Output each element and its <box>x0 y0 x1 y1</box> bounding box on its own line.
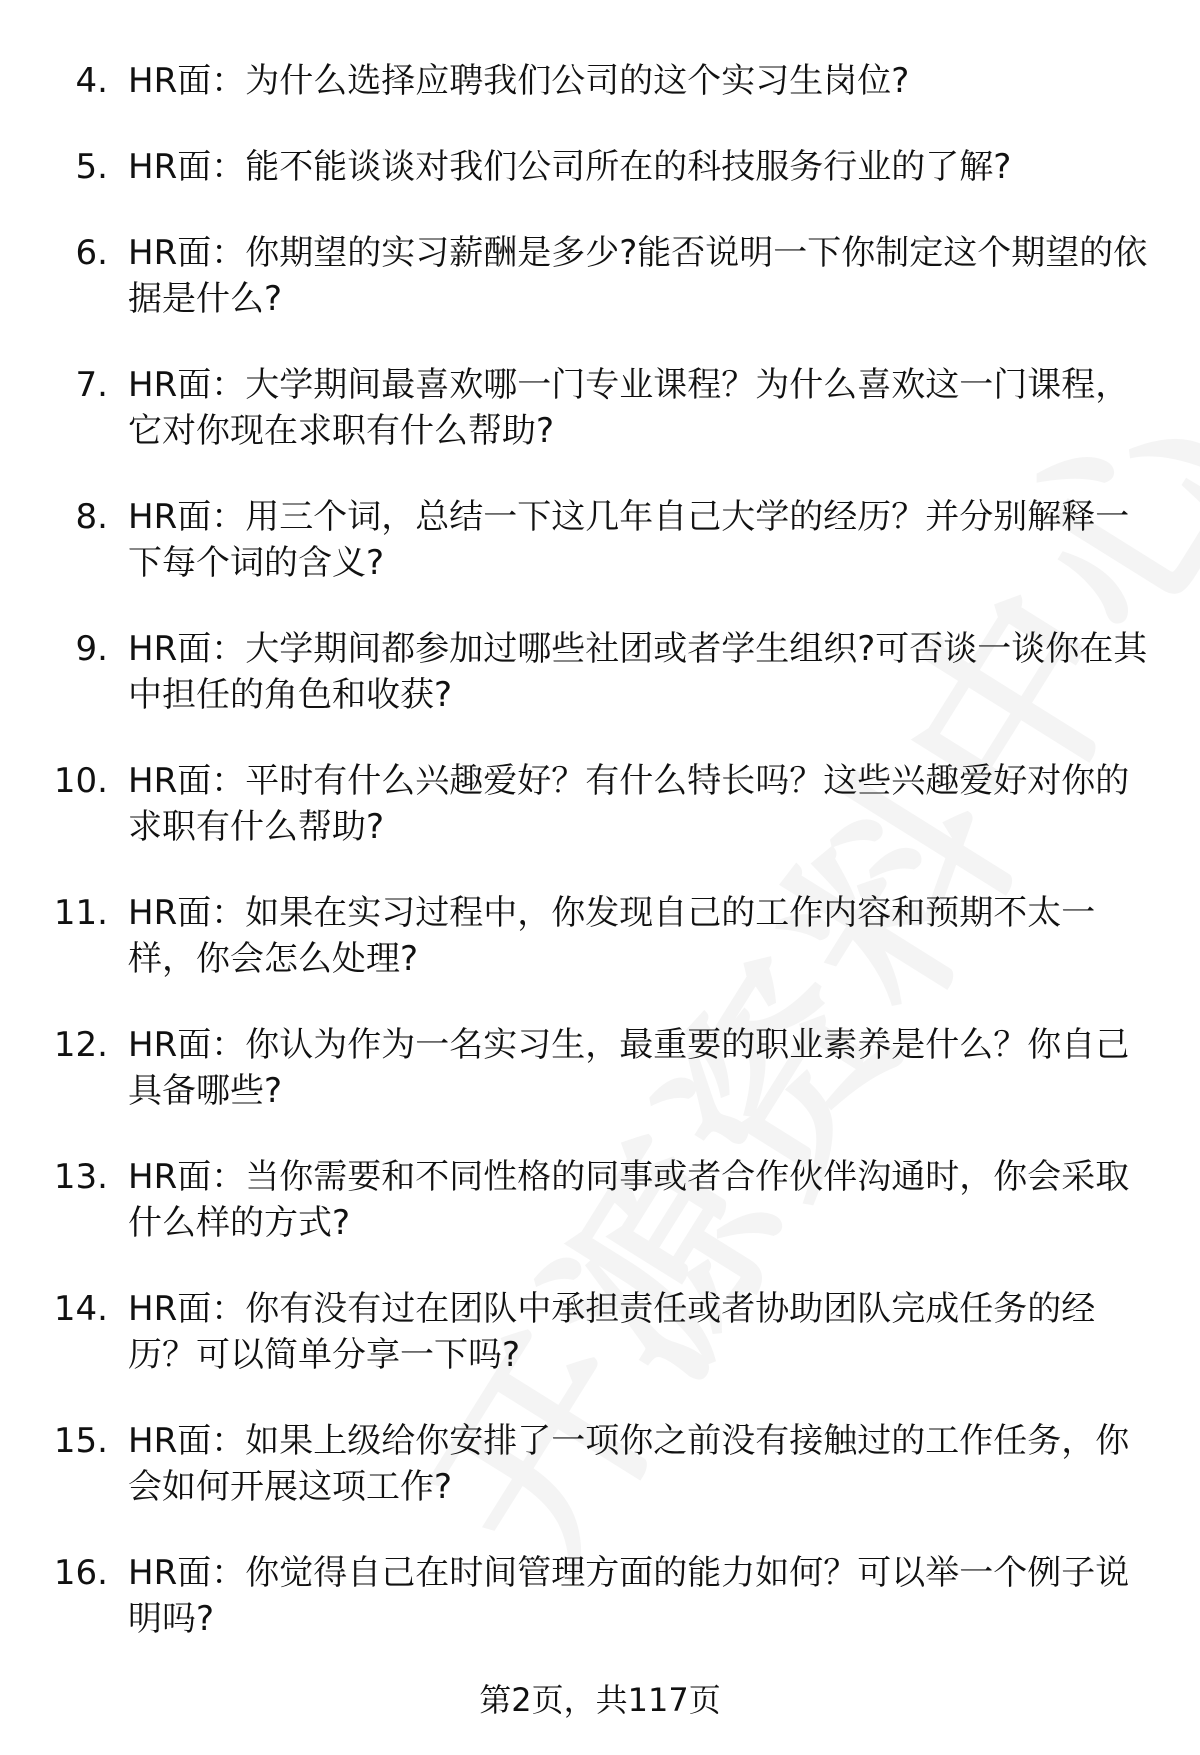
question-text: HR面：如果在实习过程中，你发现自己的工作内容和预期不太一样，你会怎么处理? <box>128 893 1096 979</box>
list-item <box>48 1154 1148 1246</box>
question-text: HR面：用三个词，总结一下这几年自己大学的经历？并分别解释一下每个词的含义? <box>128 497 1130 583</box>
list-item <box>48 626 1148 718</box>
question-number: 8. <box>75 497 108 537</box>
list-item <box>48 144 1148 190</box>
question-number: 5. <box>75 147 108 187</box>
list-item <box>48 890 1148 982</box>
question-number: 14. <box>53 1289 108 1329</box>
question-number: 6. <box>75 233 108 273</box>
question-number: 12. <box>53 1025 108 1065</box>
question-text: HR面：大学期间最喜欢哪一门专业课程？为什么喜欢这一门课程，它对你现在求职有什么帮助? <box>128 365 1130 451</box>
question-number: 4. <box>75 61 108 101</box>
list-item <box>48 1022 1148 1114</box>
question-text: HR面：大学期间都参加过哪些社团或者学生组织?可否谈一谈你在其中担任的角色和收获? <box>128 629 1148 715</box>
list-item <box>48 362 1148 454</box>
question-number: 11. <box>53 893 108 933</box>
question-number: 7. <box>75 365 108 405</box>
question-text: HR面：能不能谈谈对我们公司所在的科技服务行业的了解? <box>128 147 1012 187</box>
list-item <box>48 58 1148 104</box>
list-item <box>48 494 1148 586</box>
page-footer: 第2页，共117页 <box>479 1681 721 1719</box>
list-item <box>48 758 1148 850</box>
list-item <box>48 1286 1148 1378</box>
list-item <box>48 1418 1148 1510</box>
question-text: HR面：你有没有过在团队中承担责任或者协助团队完成任务的经历？可以简单分享一下吗? <box>128 1289 1096 1375</box>
question-number: 9. <box>75 629 108 669</box>
question-text: HR面：为什么选择应聘我们公司的这个实习生岗位? <box>128 61 910 101</box>
question-number: 15. <box>53 1421 108 1461</box>
question-number: 16. <box>53 1553 108 1593</box>
question-text: HR面：平时有什么兴趣爱好？有什么特长吗？这些兴趣爱好对你的求职有什么帮助? <box>128 761 1130 847</box>
list-item <box>48 230 1148 322</box>
question-number: 13. <box>53 1157 108 1197</box>
question-text: HR面：你觉得自己在时间管理方面的能力如何？可以举一个例子说明吗? <box>128 1553 1130 1639</box>
list-item <box>48 1550 1148 1642</box>
question-text: HR面：如果上级给你安排了一项你之前没有接触过的工作任务，你会如何开展这项工作? <box>128 1421 1130 1507</box>
question-text: HR面：你认为作为一名实习生，最重要的职业素养是什么？你自己具备哪些? <box>128 1025 1130 1111</box>
question-list <box>48 58 1148 1682</box>
question-number: 10. <box>53 761 108 801</box>
question-text: HR面：你期望的实习薪酬是多少?能否说明一下你制定这个期望的依据是什么? <box>128 233 1148 319</box>
question-text: HR面：当你需要和不同性格的同事或者合作伙伴沟通时，你会采取什么样的方式? <box>128 1157 1130 1243</box>
